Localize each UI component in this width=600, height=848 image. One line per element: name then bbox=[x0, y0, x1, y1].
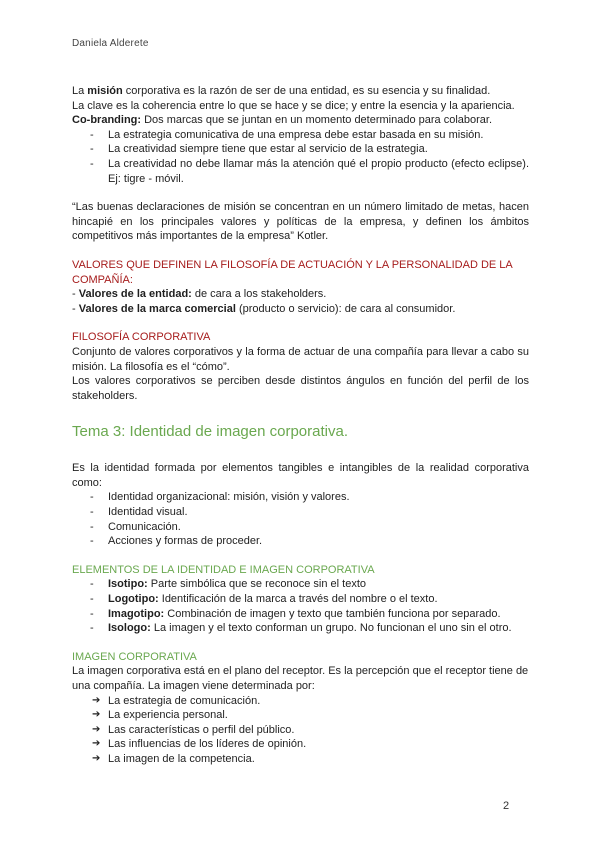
list-item: ➔ La imagen de la competencia. bbox=[92, 752, 255, 765]
tema3-intro: Es la identidad formada por elementos tangibles e intangibles de la realidad corporativa como: bbox=[72, 462, 529, 489]
list-item: - Isotipo: Parte simbólica que se reconoce sin el texto bbox=[90, 578, 366, 591]
list-item: - Comunicación. bbox=[90, 520, 181, 533]
list-item: ➔ La experiencia personal. bbox=[92, 709, 228, 722]
list-item: ➔ Las influencias de los líderes de opinión. bbox=[92, 738, 307, 751]
elementos-list bbox=[72, 577, 529, 635]
list-item: - Identidad organizacional: misión, visión y valores. bbox=[90, 491, 350, 504]
filosofia-paragraph: Los valores corporativos se perciben desde distintos ángulos en función del perfil de los stakeholders. bbox=[72, 375, 529, 402]
list-item: - La estrategia comunicativa de una empresa debe estar basada en su misión. bbox=[90, 128, 484, 141]
list-item: - La creatividad no debe llamar más la atención qué el propio producto (efecto eclipse). Ej: tigre - móvil. bbox=[90, 157, 529, 185]
arrow-icon: ➔ bbox=[92, 752, 101, 764]
valores-item: - Valores de la marca comercial (producto o servicio): de cara al consumidor. bbox=[72, 302, 456, 315]
imagen-arrow-list bbox=[72, 694, 529, 767]
arrow-icon: ➔ bbox=[92, 694, 101, 706]
coherencia-text: La clave es la coherencia entre lo que se hace y se dice; y entre la esencia y la apariencia. bbox=[72, 99, 515, 112]
elementos-heading: ELEMENTOS DE LA IDENTIDAD E IMAGEN CORPORATIVA bbox=[72, 563, 375, 576]
filosofia-paragraph: Conjunto de valores corporativos y la forma de actuar de una compañía para llevar a cabo su misión. La filosofía es el “cómo”. bbox=[72, 345, 529, 373]
tema3-bullet-list bbox=[72, 490, 529, 548]
list-item: ➔ Las características o perfil del público. bbox=[92, 723, 295, 736]
page-number: 2 bbox=[503, 800, 510, 812]
mision-bullet-list bbox=[72, 128, 529, 186]
list-item: - Identidad visual. bbox=[90, 506, 188, 519]
author-header: Daniela Alderete bbox=[72, 38, 149, 49]
arrow-icon: ➔ bbox=[92, 723, 101, 735]
mision-definition: La misión corporativa es la razón de ser de una entidad, es su esencia y su finalidad. bbox=[72, 85, 491, 97]
list-item: - La creatividad siempre tiene que estar al servicio de la estrategia. bbox=[90, 143, 428, 156]
list-item: - Logotipo: Identificación de la marca a través del nombre o el texto. bbox=[90, 593, 438, 606]
imagen-heading: IMAGEN CORPORATIVA bbox=[72, 650, 197, 663]
kotler-quote: “Las buenas declaraciones de misión se concentran en un número limitado de metas, hacen hincapié en los principales valores y políticas de la empresa, y definen los ámbitos competitivos más importantes de la empresa” Kotler. bbox=[72, 201, 529, 243]
tema3-title: Tema 3: Identidad de imagen corporativa. bbox=[72, 423, 348, 441]
valores-item: - Valores de la entidad: de cara a los stakeholders. bbox=[72, 288, 327, 301]
arrow-icon: ➔ bbox=[92, 738, 101, 750]
imagen-intro: La imagen corporativa está en el plano del receptor. Es la percepción que el receptor tiene de una compañía. La imagen viene determinada por: bbox=[72, 665, 529, 692]
list-item: - Imagotipo: Combinación de imagen y texto que también funciona por separado. bbox=[90, 607, 501, 620]
cobranding-text: Co-branding: Dos marcas que se juntan en un momento determinado para colaborar. bbox=[72, 114, 493, 127]
page-content bbox=[72, 84, 529, 767]
arrow-icon: ➔ bbox=[92, 709, 101, 721]
list-item: - Isologo: La imagen y el texto conforman un grupo. No funcionan el uno sin el otro. bbox=[90, 622, 512, 635]
valores-heading: VALORES QUE DEFINEN LA FILOSOFÍA DE ACTUACIÓN Y LA PERSONALIDAD DE LA COMPAÑÍA: bbox=[72, 258, 513, 286]
filosofia-heading: FILOSOFÍA CORPORATIVA bbox=[72, 331, 211, 344]
list-item: ➔ La estrategia de comunicación. bbox=[92, 694, 261, 707]
list-item: - Acciones y formas de proceder. bbox=[90, 535, 263, 548]
